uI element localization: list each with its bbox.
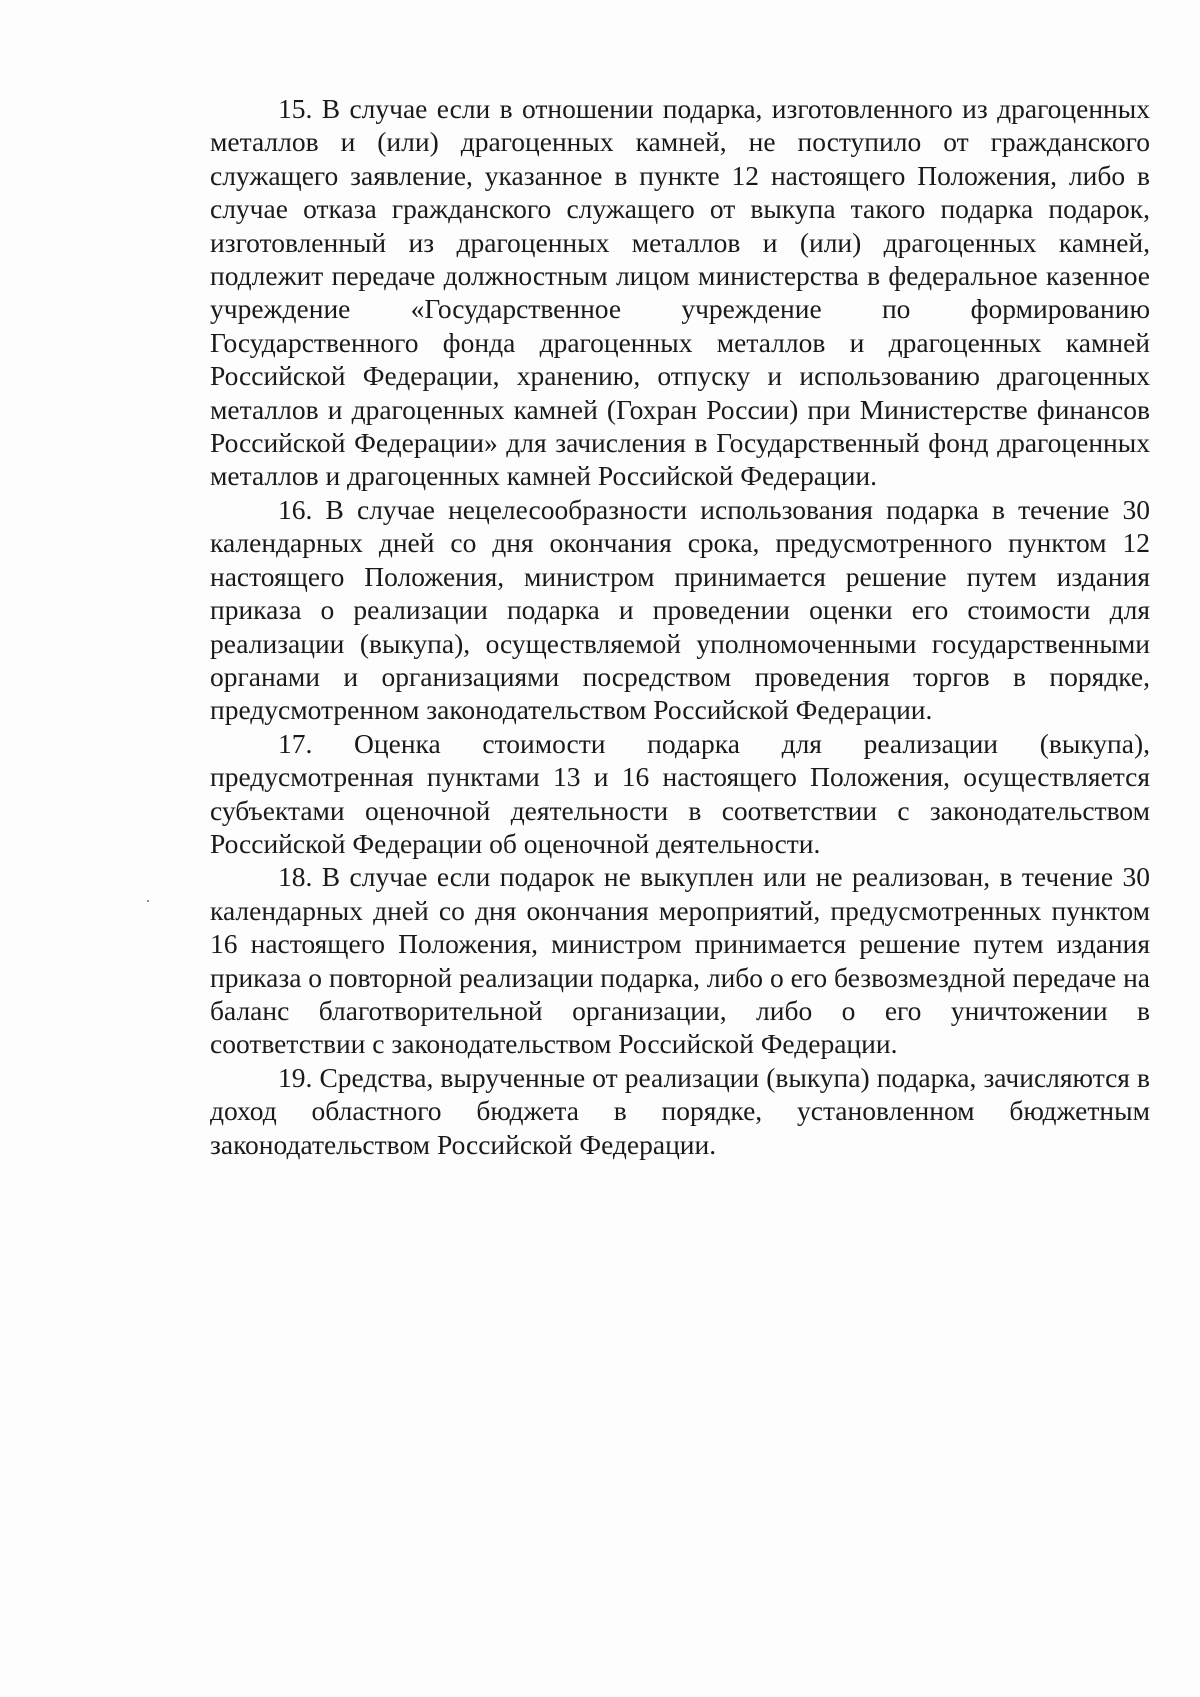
paragraph-16: 16. В случае нецелесообразности использования подарка в течение 30 календарных дней со дня окончания срока, предусмотренного пунктом 12 настоящего Положения, министром принимается решение путем издания приказа о реализации подарка и проведении оценки его стоимости для реализации (выкупа), осуществляемой уполномоченными государственными органами и организациями посредством проведения торгов в порядке, предусмотренном законодательством Российской Федерации.: [210, 493, 1150, 726]
paragraph-17: 17. Оценка стоимости подарка для реализации (выкупа), предусмотренная пунктами 13 и 16 настоящего Положения, осуществляется субъектами оценочной деятельности в соответствии с законодательством Российской Федерации об оценочной деятельности.: [210, 727, 1150, 859]
scan-speck: [147, 900, 149, 902]
paragraph-19: 19. Средства, вырученные от реализации (выкупа) подарка, зачисляются в доход областного бюджета в порядке, установленном бюджетным законодательством Российской Федерации.: [210, 1061, 1150, 1160]
document-body: [210, 92, 1150, 1161]
paragraph-18: 18. В случае если подарок не выкуплен или не реализован, в течение 30 календарных дней со дня окончания мероприятий, предусмотренных пунктом 16 настоящего Положения, министром принимается решение путем издания приказа о повторной реализации подарка, либо о его безвозмездной передаче на баланс благотворительной организации, либо о его уничтожении в соответствии с законодательством Российской Федерации.: [210, 861, 1150, 1060]
paragraph-15: 15. В случае если в отношении подарка, изготовленного из драгоценных металлов и (или) драгоценных камней, не поступило от гражданского служащего заявление, указанное в пункте 12 настоящего Положения, либо в случае отказа гражданского служащего от выкупа такого подарка подарок, изготовленный из драгоценных металлов и (или) драгоценных камней, подлежит передаче должностным лицом министерства в федеральное казенное учреждение «Государственное учреждение по формированию Государственного фонда драгоценных металлов и драгоценных камней Российской Федерации, хранению, отпуску и использованию драгоценных металлов и драгоценных камней (Гохран России) при Министерстве финансов Российской Федерации» для зачисления в Государственный фонд драгоценных металлов и драгоценных камней Российской Федерации.: [210, 93, 1150, 492]
